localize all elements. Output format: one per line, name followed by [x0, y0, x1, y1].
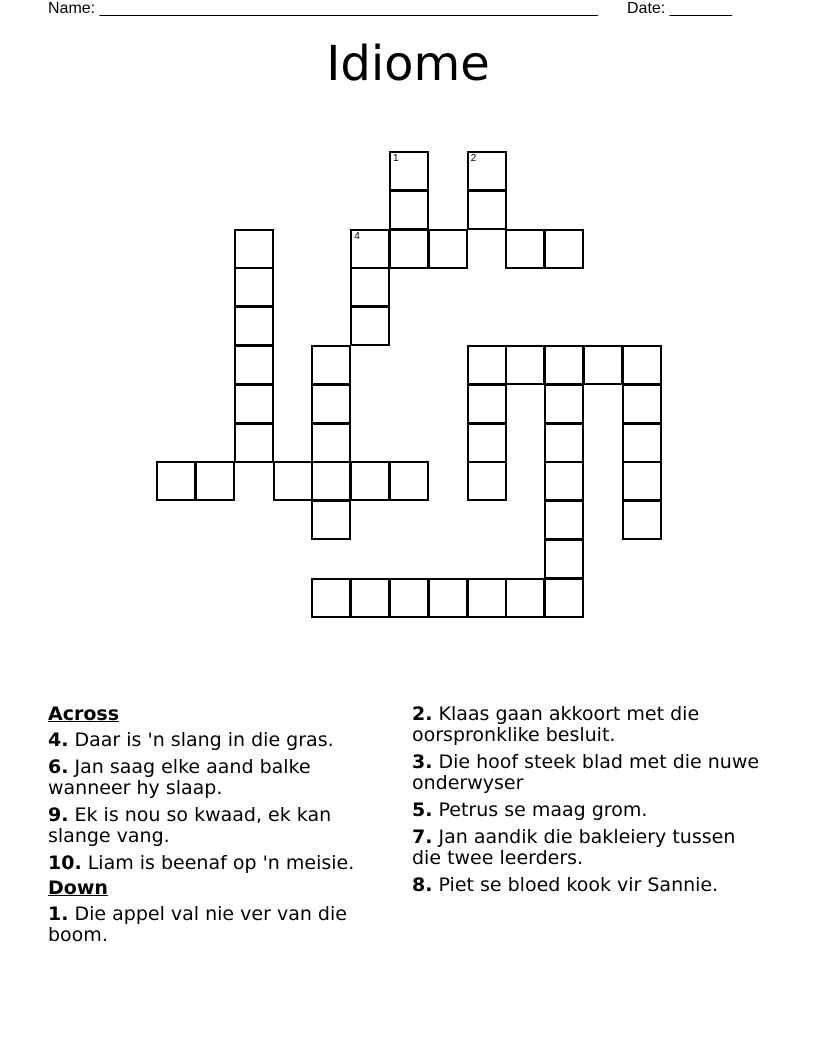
clue-number: 10. — [48, 852, 82, 874]
crossword-cell — [311, 578, 351, 618]
crossword-cell — [389, 578, 429, 618]
clue-across-9 — [48, 805, 393, 847]
crossword-cell — [234, 306, 274, 346]
crossword-cell — [622, 384, 662, 424]
name-line: Name: ________________________________________________________ — [48, 0, 598, 17]
clue-number: 1. — [48, 903, 69, 925]
crossword-cell — [389, 229, 429, 269]
clue-text: Jan aandik die bakleiery tussen die twee leerders. — [412, 826, 736, 869]
clue-text: Liam is beenaf op 'n meisie. — [87, 852, 355, 874]
crossword-cell — [622, 500, 662, 540]
crossword-cell — [583, 345, 623, 385]
crossword-cell — [311, 461, 351, 501]
crossword-cell — [467, 151, 507, 191]
crossword-cell — [389, 190, 429, 230]
crossword-cell — [234, 267, 274, 307]
clue-number: 2. — [412, 703, 433, 725]
clue-number: 6. — [48, 756, 69, 778]
clue-text: Klaas gaan akkoort met die oorspronklike besluit. — [412, 703, 700, 746]
crossword-cell — [311, 500, 351, 540]
down-heading: Down — [48, 877, 108, 899]
cell-number: 4 — [354, 230, 360, 242]
clue-text: Jan saag elke aand balke wanneer hy slaap. — [48, 756, 311, 799]
clue-text: Die hoof steek blad met die nuwe onderwyser — [412, 751, 760, 794]
crossword-cell — [389, 461, 429, 501]
crossword-cell — [544, 345, 584, 385]
crossword-cell — [544, 423, 584, 463]
clues-left-column — [48, 704, 393, 952]
date-line: Date: _______ — [627, 0, 732, 17]
crossword-cell — [467, 423, 507, 463]
crossword-cell — [428, 229, 468, 269]
crossword-cell — [622, 461, 662, 501]
across-heading: Across — [48, 703, 120, 725]
page-title: Idiome — [326, 36, 490, 92]
crossword-cell — [234, 345, 274, 385]
clue-text: Petrus se maag grom. — [438, 799, 648, 821]
crossword-cell — [467, 461, 507, 501]
crossword-cell — [350, 578, 390, 618]
crossword-cell — [467, 345, 507, 385]
clue-number: 5. — [412, 799, 433, 821]
cell-number: 1 — [393, 152, 399, 164]
crossword-cell — [350, 267, 390, 307]
clue-down-1 — [48, 904, 393, 946]
crossword-cell — [195, 461, 235, 501]
clue-down-2 — [412, 704, 762, 746]
crossword-cell — [311, 423, 351, 463]
crossword-cell — [234, 384, 274, 424]
crossword-cell — [544, 461, 584, 501]
crossword-cell — [467, 384, 507, 424]
crossword-cell — [234, 229, 274, 269]
clue-text: Die appel val nie ver van die boom. — [48, 903, 347, 946]
crossword-cell — [273, 461, 313, 501]
clue-text: Daar is 'n slang in die gras. — [74, 729, 334, 751]
crossword-cell — [544, 578, 584, 618]
crossword-cell — [505, 345, 545, 385]
crossword-cell — [311, 384, 351, 424]
clue-number: 7. — [412, 826, 433, 848]
crossword-cell — [505, 578, 545, 618]
crossword-cell — [350, 229, 390, 269]
crossword-cell — [234, 423, 274, 463]
crossword-cell — [350, 306, 390, 346]
clue-down-5 — [412, 800, 762, 821]
crossword-cell — [311, 345, 351, 385]
clue-down-8 — [412, 875, 762, 896]
clues-right-column — [412, 704, 762, 902]
clue-number: 4. — [48, 729, 69, 751]
cell-number: 2 — [470, 152, 477, 164]
crossword-cell — [544, 539, 584, 579]
crossword-cell — [467, 190, 507, 230]
crossword-cell — [544, 229, 584, 269]
crossword-cell — [428, 578, 468, 618]
crossword-cell — [505, 229, 545, 269]
clue-down-7 — [412, 827, 762, 869]
clue-text: Ek is nou so kwaad, ek kan slange vang. — [48, 804, 332, 847]
clue-number: 9. — [48, 804, 69, 826]
clue-across-4 — [48, 730, 393, 751]
clue-number: 3. — [412, 751, 433, 773]
crossword-cell — [389, 151, 429, 191]
crossword-cell — [350, 461, 390, 501]
crossword-cell — [544, 384, 584, 424]
crossword-cell — [622, 423, 662, 463]
clue-across-10 — [48, 853, 393, 874]
clue-down-3 — [412, 752, 762, 794]
crossword-cell — [622, 345, 662, 385]
clue-across-6 — [48, 757, 393, 799]
crossword-cell — [544, 500, 584, 540]
clue-number: 8. — [412, 874, 433, 896]
crossword-cell — [467, 578, 507, 618]
crossword-cell — [156, 461, 196, 501]
clue-text: Piet se bloed kook vir Sannie. — [438, 874, 719, 896]
